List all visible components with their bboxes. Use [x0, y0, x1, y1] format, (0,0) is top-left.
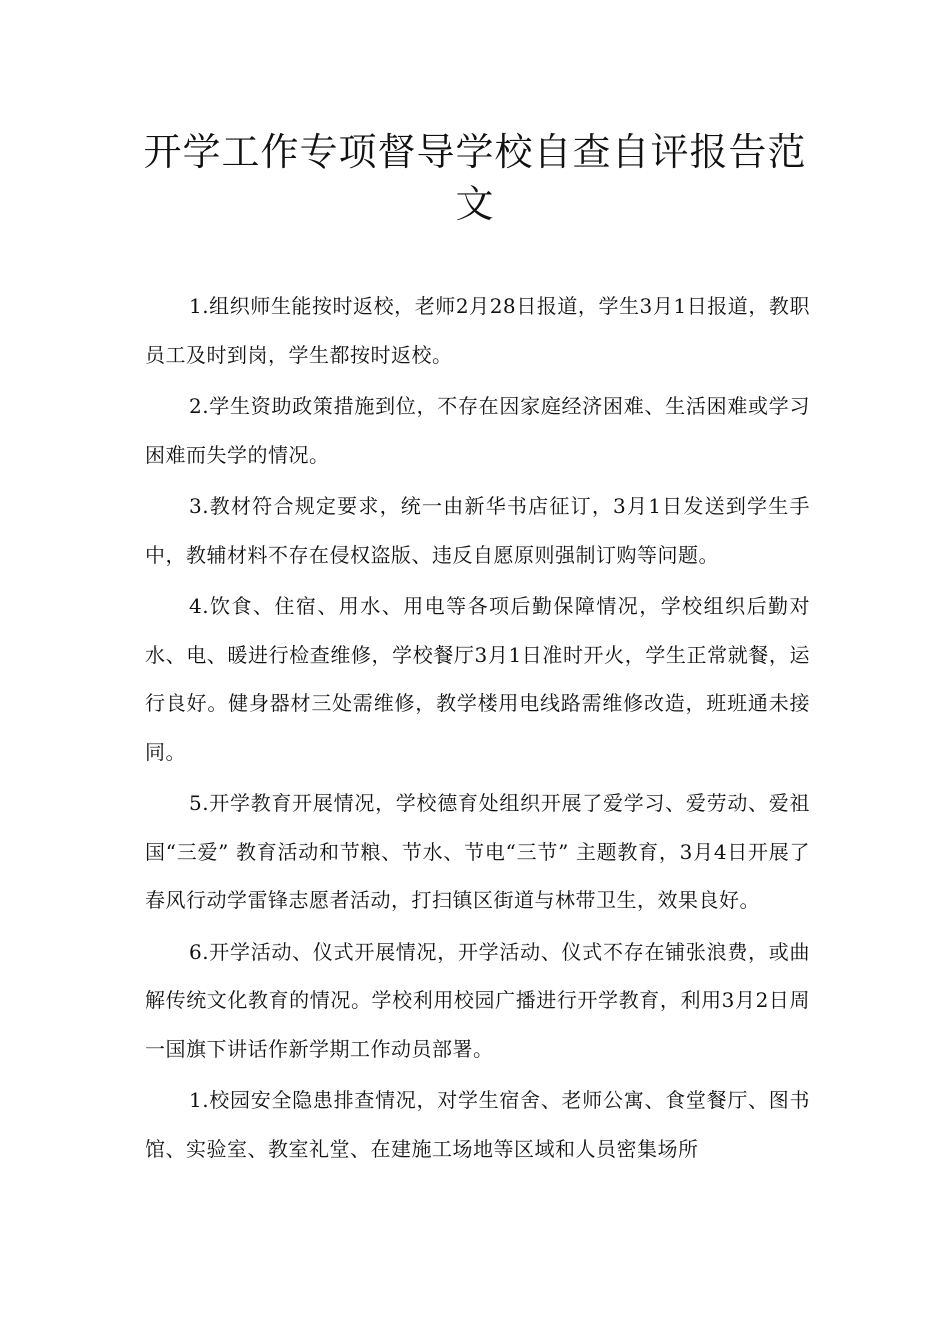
- document-title: 开学工作专项督导学校自查自评报告范文: [143, 130, 807, 226]
- paragraph-3: 3.教材符合规定要求，统一由新华书店征订，3月1日发送到学生手中，教辅材料不存在侵权盗版、违反自愿原则强制订购等问题。: [145, 494, 810, 567]
- paragraph-7: 1.校园安全隐患排查情况，对学生宿舍、老师公寓、食堂餐厅、图书馆、实验室、教室礼堂、在建施工场地等区域和人员密集场所: [145, 1088, 810, 1161]
- paragraph-4: 4.饮食、住宿、用水、用电等各项后勤保障情况，学校组织后勤对水、电、暖进行检查维修，学校餐厅3月1日准时开火，学生正常就餐，运行良好。健身器材三处需维修，教学楼用电线路需维修改造，班班通未接同。: [145, 594, 810, 764]
- paragraph-1: 1.组织师生能按时返校，老师2月28日报道，学生3月1日报道，教职员工及时到岗，学生都按时返校。: [145, 294, 810, 367]
- paragraph-2: 2.学生资助政策措施到位，不存在因家庭经济困难、生活困难或学习困难而失学的情况。: [145, 394, 810, 467]
- paragraph-5: 5.开学教育开展情况，学校德育处组织开展了爱学习、爱劳动、爱祖国“三爱” 教育活动和节粮、节水、节电“三节” 主题教育，3月4日开展了春风行动学雷锋志愿者活动，打扫镇区街道与林带卫生，效果良好。: [145, 791, 810, 912]
- document-body: [145, 282, 810, 1173]
- paragraph-6: 6.开学活动、仪式开展情况，开学活动、仪式不存在铺张浪费，或曲解传统文化教育的情况。学校利用校园广播进行开学教育，利用3月2日周一国旗下讲话作新学期工作动员部署。: [145, 939, 810, 1061]
